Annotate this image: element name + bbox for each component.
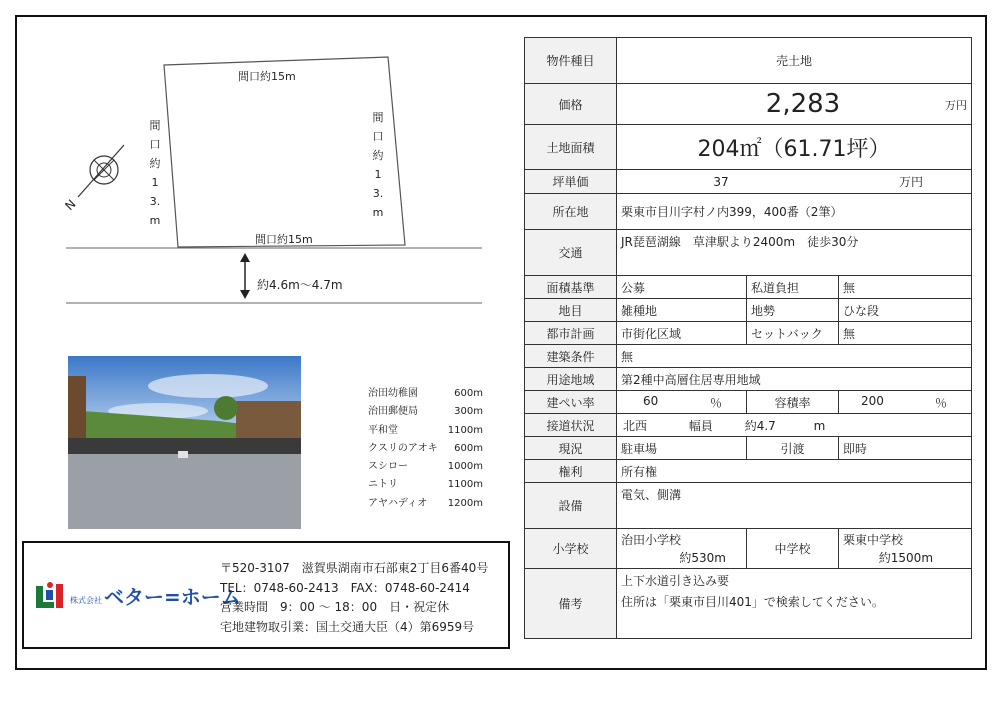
table-row (525, 460, 972, 483)
company-logo (36, 581, 241, 610)
table-row (525, 483, 972, 529)
price-label: 価格 (525, 84, 617, 125)
facilities-value: 電気、側溝 (617, 483, 972, 529)
far-label: 容積率 (747, 391, 839, 414)
nearby-facilities-list (368, 385, 483, 513)
bcr-unit: ％ (709, 395, 722, 410)
setback-label: セットバック (747, 322, 839, 345)
table-row (525, 194, 972, 230)
far-value: 200 (861, 393, 884, 408)
area-label: 土地面積 (525, 125, 617, 170)
site-plan (20, 45, 500, 315)
facilities-label: 設備 (525, 483, 617, 529)
table-row (525, 345, 972, 368)
table-row (525, 529, 972, 569)
table-row (525, 84, 972, 125)
junior-high-label: 中学校 (747, 529, 839, 569)
company-address: 〒520-3107 滋賀県湖南市石部東2丁目6番40号 (220, 561, 489, 575)
location-label: 所在地 (525, 194, 617, 230)
road-direction: 北西 (623, 418, 648, 433)
transport-label: 交通 (525, 230, 617, 276)
location-value: 栗東市目川字村ノ内399，400番（2筆） (617, 194, 972, 230)
elementary-school-name: 治田小学校 (621, 532, 682, 547)
list-item: スシロー 1000m (368, 461, 483, 473)
tsubo-value: 37 (713, 175, 729, 189)
list-item: ニトリ 1100m (368, 479, 483, 491)
type-value: 売土地 (617, 38, 972, 84)
private-road-label: 私道負担 (747, 276, 839, 299)
transport-value: JR琵琶湖線 草津駅より2400m 徒歩30分 (617, 230, 972, 276)
notes-line-2: 住所は「栗東市目川401」で検索してください。 (621, 595, 884, 609)
top-frontage-label: 間口約15m (238, 70, 296, 83)
status-label: 現況 (525, 437, 617, 460)
rights-label: 権利 (525, 460, 617, 483)
table-row (525, 125, 972, 170)
land-category-value: 雑種地 (617, 299, 747, 322)
junior-high-name: 栗東中学校 (843, 532, 904, 547)
company-license: 宅地建物取引業：国土交通大臣（4）第6959号 (220, 619, 475, 634)
table-row (525, 38, 972, 84)
table-row (525, 414, 972, 437)
right-frontage-label: 間口約13.m (372, 111, 384, 219)
company-tel: TEL：0748-60-2413 FAX：0748-60-2414 (220, 580, 470, 595)
rights-value: 所有権 (617, 460, 972, 483)
company-info-box (22, 541, 510, 649)
type-label: 物件種目 (525, 38, 617, 84)
logo-sub-text: 株式会社 (70, 596, 102, 605)
handover-value: 即時 (839, 437, 972, 460)
junior-high-distance: 約1500m (878, 550, 934, 565)
table-row (525, 437, 972, 460)
property-spec-table (524, 37, 972, 639)
private-road-value: 無 (839, 276, 972, 299)
zoning-value: 第2種中高層住居専用地域 (617, 368, 972, 391)
road-width-value: 約4.7 (744, 418, 776, 433)
handover-label: 引渡 (747, 437, 839, 460)
table-row (525, 170, 972, 194)
compass-icon (78, 145, 124, 197)
area-basis-value: 公募 (617, 276, 747, 299)
table-row (525, 569, 972, 639)
land-category-label: 地目 (525, 299, 617, 322)
terrain-value: ひな段 (839, 299, 972, 322)
far-unit: ％ (935, 395, 948, 410)
table-row (525, 368, 972, 391)
tsubo-unit: 万円 (899, 175, 924, 189)
setback-value: 無 (839, 322, 972, 345)
city-plan-value: 市街化区域 (617, 322, 747, 345)
company-hours: 営業時間 9：00 ～ 18：00 日・祝定休 (220, 600, 450, 614)
zoning-label: 用途地域 (525, 368, 617, 391)
company-contact (220, 559, 488, 637)
list-item: クスリのアオキ 600m (368, 442, 483, 454)
logo-text: ベター=ホーム (104, 585, 241, 609)
building-condition-label: 建築条件 (525, 345, 617, 368)
road-width-label-cell: 幅員 (688, 418, 713, 433)
table-row (525, 391, 972, 414)
list-item: 平和堂 1100m (368, 424, 483, 436)
road-access-label: 接道状況 (525, 414, 617, 437)
table-row (525, 276, 972, 299)
table-row (525, 230, 972, 276)
logo-mark-icon (36, 582, 68, 610)
bottom-frontage-label: 間口約15m (255, 233, 313, 246)
site-photo (68, 356, 301, 529)
price-value: 2,283 (765, 89, 841, 119)
road-width-label: 約4.6m～4.7m (257, 278, 343, 292)
table-row (525, 299, 972, 322)
city-plan-label: 都市計画 (525, 322, 617, 345)
left-frontage-label: 間口約13.m (149, 119, 161, 227)
elementary-school-label: 小学校 (525, 529, 617, 569)
bcr-label: 建ぺい率 (525, 391, 617, 414)
list-item: アヤハディオ 1200m (368, 497, 483, 509)
notes-line-1: 上下水道引き込み要 (621, 574, 730, 588)
area-basis-label: 面積基準 (525, 276, 617, 299)
table-row (525, 322, 972, 345)
road-width-unit: m (813, 418, 826, 433)
terrain-label: 地勢 (747, 299, 839, 322)
bcr-value: 60 (643, 393, 659, 408)
area-value: 204㎡（61.71坪） (617, 125, 972, 170)
building-condition-value: 無 (617, 345, 972, 368)
elementary-school-distance: 約530m (679, 550, 726, 565)
list-item: 治田幼稚園 600m (368, 388, 483, 399)
north-label: N (62, 196, 79, 214)
list-item: 治田郵便局 300m (368, 406, 483, 418)
notes-label: 備考 (525, 569, 617, 639)
tsubo-label: 坪単価 (525, 170, 617, 194)
status-value: 駐車場 (617, 437, 747, 460)
price-unit: 万円 (945, 99, 968, 112)
